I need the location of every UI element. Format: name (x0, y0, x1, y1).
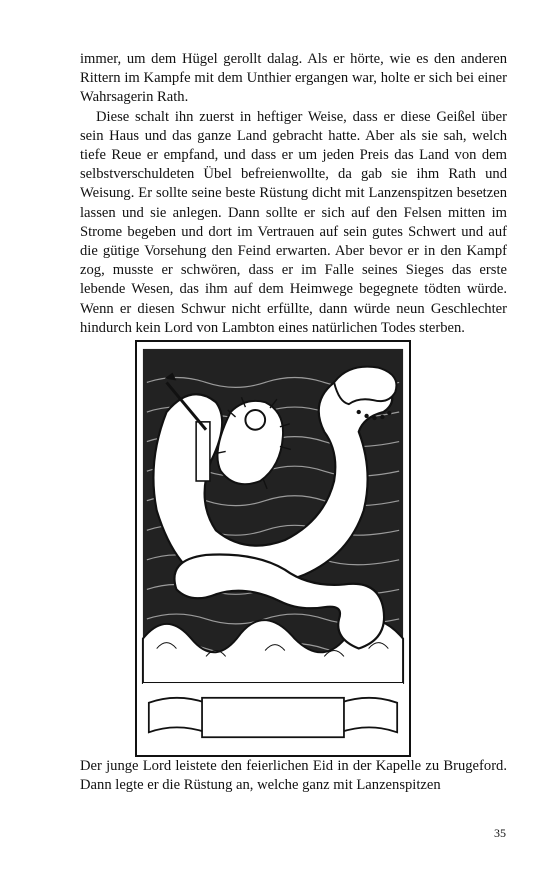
scroll-right (340, 698, 397, 732)
paragraph-2: Diese schalt ihn zuerst in heftiger Weise, dass er diese Geißel über sein Haus und das ganze Land gebracht hatte. Aber als sie sah, welch tiefe Reue er empfand, und dass er um jeden Preis das Land von dem selbstverschuldeten Übel befreienwollte, da gab sie ihm Rath und Weisung. Er sollte seine beste Rüstung dicht mit Lanzenspitzen besetzen lassen und sie anlegen. Dann sollte er sich auf den Felsen mitten im Strome begeben und dort im Vertrauen auf sein gutes Schwert und auf die gütige Vorsehung den Feind erwarten. Aber bevor er in den Kampf zog, musste er schwören, dass er im Falle seines Sieges das erste lebende Wesen, das ihm auf dem Heimwege begegnete tödten würde. Wenn er diesen Schwur nicht erfüllte, dann würde neun Geschlechter hindurch kein Lord von Lambton eines natürlichen Todes sterben. (80, 108, 507, 336)
illustration-svg (137, 342, 409, 755)
body-text-top (80, 50, 507, 338)
paragraph-3: Der junge Lord leistete den feierlichen Eid in der Kapelle zu Brugeford. Dann legte er die Rüstung an, welche ganz mit Lanzenspitzen (80, 758, 507, 794)
body-text-bottom (80, 757, 507, 795)
page-number: 35 (494, 826, 506, 840)
paragraph-1: immer, um dem Hügel gerollt dalag. Als er hörte, wie es den anderen Rittern im Kampfe mit dem Unthier ergangen war, holte er sich bei einer Wahrsagerin Rath. (80, 51, 507, 106)
knight-serpent-illustration (135, 340, 411, 757)
serpent-head (334, 367, 396, 404)
scroll-left (149, 698, 206, 732)
banner-panel (202, 698, 344, 737)
